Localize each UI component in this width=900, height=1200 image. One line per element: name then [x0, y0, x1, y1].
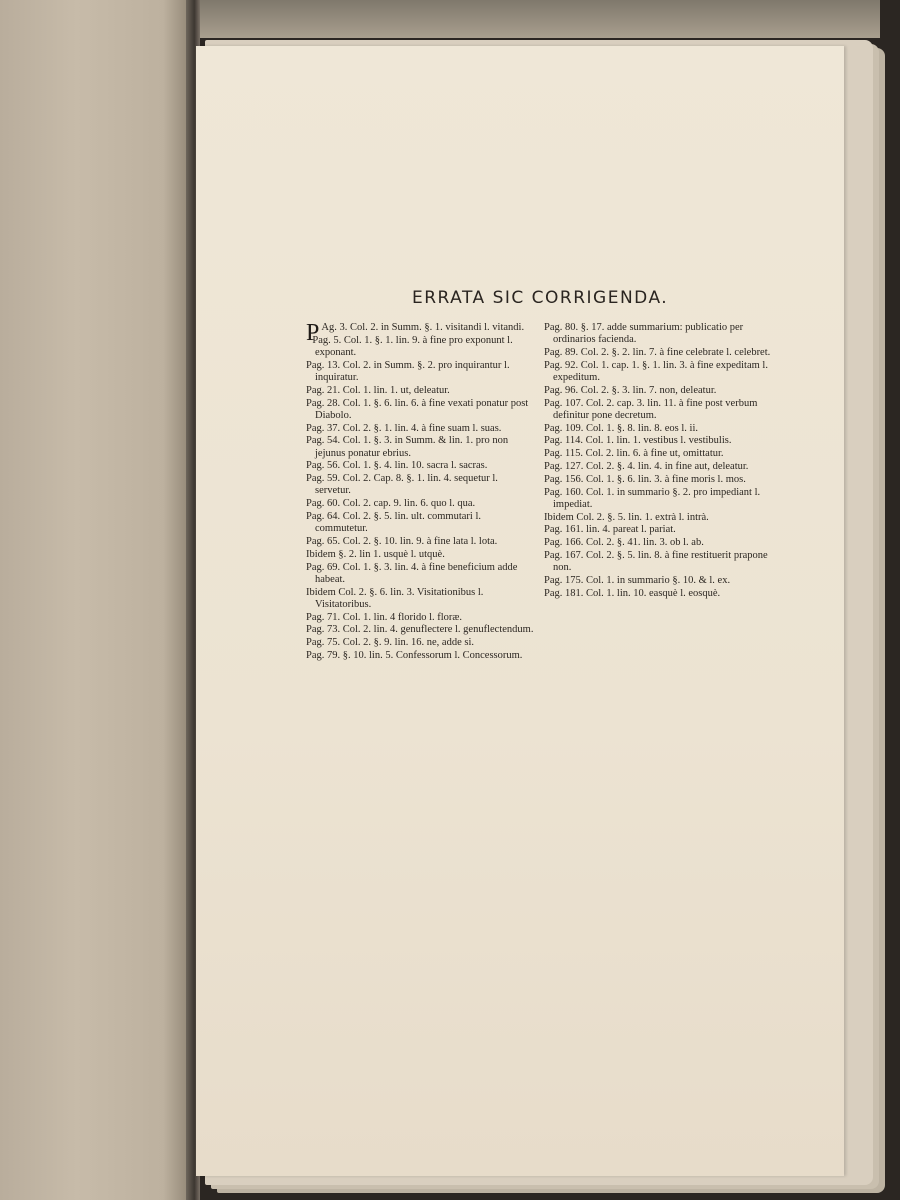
errata-entry: Pag. 21. Col. 1. lin. 1. ut, deleatur. [306, 384, 450, 396]
errata-entry: P Ag. 3. Col. 2. in Summ. §. 1. visitandi l. vitandi. [306, 320, 525, 346]
errata-entry: Pag. 109. Col. 1. §. 8. lin. 8. eos l. ii. [544, 422, 699, 434]
errata-entry: Pag. 89. Col. 2. §. 2. lin. 7. à fine celebrate l. celebret. [544, 347, 771, 358]
errata-entry: Pag. 115. Col. 2. lin. 6. à fine ut, omittatur. [544, 448, 724, 460]
errata-entry: Pag. 69. Col. 1. §. 3. lin. 4. à fine beneficium adde habeat. [306, 561, 518, 585]
errata-entry: Pag. 75. Col. 2. §. 9. lin. 16. ne, adde si. [306, 637, 474, 649]
background-surface [200, 0, 880, 38]
facing-page [0, 0, 192, 1200]
errata-entry: Pag. 166. Col. 2. §. 41. lin. 3. ob l. ab. [544, 537, 704, 549]
errata-entry: Pag. 161. lin. 4. pareat l. pariat. [544, 524, 676, 536]
errata-entry: Ibidem Col. 2. §. 6. lin. 3. Visitationibus l. Visitatoribus. [306, 586, 484, 610]
errata-entry: Ibidem Col. 2. §. 5. lin. 1. extrà l. intrà. [544, 511, 709, 523]
errata-entry: Pag. 156. Col. 1. §. 6. lin. 3. à fine moris l. mos. [544, 473, 746, 485]
errata-entry: Pag. 37. Col. 2. §. 1. lin. 4. à fine suam l. suas. [306, 422, 502, 434]
errata-entry: Pag. 181. Col. 1. lin. 10. easquè l. eosquè. [544, 587, 721, 599]
errata-entry: Pag. 79. §. 10. lin. 5. Confessorum l. Concessorum. [306, 649, 523, 661]
errata-entry: Pag. 28. Col. 1. §. 6. lin. 6. à fine vexati ponatur post Diabolo. [306, 397, 529, 421]
errata-entry: Pag. 64. Col. 2. §. 5. lin. ult. commutari l. commutetur. [306, 510, 481, 535]
errata-entry: Pag. 96. Col. 2. §. 3. lin. 7. non, deleatur. [544, 384, 717, 396]
errata-left-column [306, 322, 536, 663]
errata-entry: Pag. 127. Col. 2. §. 4. lin. 4. in fine aut, deleatur. [544, 460, 749, 472]
errata-entry: Pag. 13. Col. 2. in Summ. §. 2. pro inquirantur l. inquiratur. [306, 359, 510, 383]
errata-entry: Pag. 80. §. 17. adde summarium: publicatio per ordinarios facienda. [544, 322, 744, 346]
errata-entry: Pag. 56. Col. 1. §. 4. lin. 10. sacra l. sacras. [306, 460, 488, 472]
drop-cap: P [306, 320, 320, 346]
errata-entry: Pag. 71. Col. 1. lin. 4 florido l. floræ. [306, 611, 463, 623]
errata-entry: Pag. 5. Col. 1. §. 1. lin. 9. à fine pro exponunt l. exponant. [312, 334, 513, 358]
page-heading: ERRATA SIC CORRIGENDA. [412, 288, 669, 308]
errata-entry: Pag. 73. Col. 2. lin. 4. genuflectere l. genuflectendum. [306, 624, 534, 636]
errata-entry: Pag. 60. Col. 2. cap. 9. lin. 6. quo l. qua. [306, 498, 476, 510]
errata-entry: Pag. 54. Col. 1. §. 3. in Summ. & lin. 1. pro non jejunus ponatur ebrius. [306, 435, 509, 459]
errata-entry: Pag. 92. Col. 1. cap. 1. §. 1. lin. 3. à fine expeditam l. expeditum. [544, 359, 768, 383]
errata-entry: Pag. 175. Col. 1. in summario §. 10. & l. ex. [544, 574, 731, 586]
errata-right-column [544, 322, 784, 601]
errata-entry: Pag. 65. Col. 2. §. 10. lin. 9. à fine lata l. lota. [306, 535, 498, 547]
errata-entry: Pag. 160. Col. 1. in summario §. 2. pro impediant l. impediat. [544, 486, 761, 510]
errata-entry: Pag. 167. Col. 2. §. 5. lin. 8. à fine restituerit prapone non. [544, 549, 768, 574]
errata-entry: Ibidem §. 2. lin 1. usquè l. utquè. [306, 548, 445, 560]
errata-entry: Pag. 107. Col. 2. cap. 3. lin. 11. à fine post verbum definitur pone decretum. [544, 397, 758, 421]
errata-entry: Pag. 114. Col. 1. lin. 1. vestibus l. vestibulis. [544, 435, 732, 447]
errata-entry: Pag. 59. Col. 2. Cap. 8. §. 1. lin. 4. sequetur l. servetur. [306, 473, 498, 497]
